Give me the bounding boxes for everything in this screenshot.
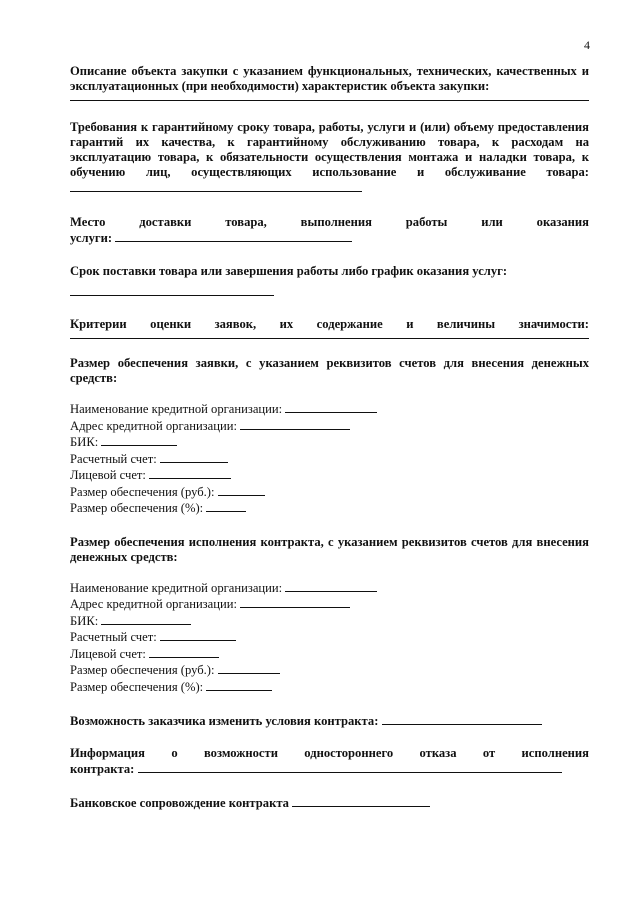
contract-bik-input[interactable] <box>101 613 191 625</box>
change-terms-line[interactable] <box>382 713 542 725</box>
contract-personal-input[interactable] <box>149 646 219 658</box>
refusal-line[interactable] <box>138 761 562 773</box>
contract-amount-rub-input[interactable] <box>218 662 280 674</box>
contract-settlement-row: Расчетный счет: <box>70 629 589 646</box>
bid-bank-address-input[interactable] <box>240 418 350 430</box>
bank-support-line[interactable] <box>292 795 430 807</box>
bid-bank-name-row: Наименование кредитной организации: <box>70 401 589 418</box>
delivery-place-line[interactable] <box>115 230 352 242</box>
delivery-place-label-a: Место доставки товара, выполнения работы или оказания <box>70 215 589 229</box>
contract-bank-name-input[interactable] <box>285 580 377 592</box>
bid-amount-pct-row: Размер обеспечения (%): <box>70 500 589 517</box>
contract-amount-rub-row: Размер обеспечения (руб.): <box>70 662 589 679</box>
contract-bik-row: БИК: <box>70 613 589 630</box>
bid-settlement-input[interactable] <box>160 451 228 463</box>
contract-amount-pct-row: Размер обеспечения (%): <box>70 679 589 696</box>
warranty-line[interactable] <box>70 180 362 192</box>
bid-amount-pct-input[interactable] <box>206 500 246 512</box>
warranty-label: Требования к гарантийному сроку товара, работы, услуги и (или) объему предоставления гарантий их качества, к гарантийному обслуживанию товара, к расходам на эксплуатацию товара, к обязательности осуществления монтажа и наладки товара, к обучению лиц, осуществляющих использование и обслуживание товара: <box>70 120 589 196</box>
bid-bik-row: БИК: <box>70 434 589 451</box>
bid-personal-row: Лицевой счет: <box>70 467 589 484</box>
contract-amount-pct-input[interactable] <box>206 679 272 691</box>
bid-personal-input[interactable] <box>149 467 231 479</box>
contract-bank-address-row: Адрес кредитной организации: <box>70 596 589 613</box>
bid-bik-input[interactable] <box>101 434 177 446</box>
document-body <box>70 64 589 811</box>
object-description-label: Описание объекта закупки с указанием функциональных, технических, качественных и эксплуатационных (при необходимости) характеристик объекта закупки: <box>70 64 589 93</box>
object-description-line[interactable] <box>70 100 589 101</box>
bid-settlement-row: Расчетный счет: <box>70 451 589 468</box>
criteria-label: Критерии оценки заявок, их содержание и величины значимости: <box>70 317 589 331</box>
contract-security-fields <box>70 580 589 696</box>
bid-bank-name-input[interactable] <box>285 401 377 413</box>
contract-security-label: Размер обеспечения исполнения контракта, с указанием реквизитов счетов для внесения денежных средств: <box>70 534 589 564</box>
bid-security-label: Размер обеспечения заявки, с указанием реквизитов счетов для внесения денежных средств: <box>70 356 589 385</box>
change-terms-label: Возможность заказчика изменить условия контракта: <box>70 713 589 729</box>
bid-security-fields <box>70 401 589 517</box>
delivery-time-label: Срок поставки товара или завершения работы либо график оказания услуг: <box>70 264 508 278</box>
bid-bank-address-row: Адрес кредитной организации: <box>70 418 589 435</box>
refusal-label: контракта: <box>70 761 589 777</box>
contract-bank-address-input[interactable] <box>240 596 350 608</box>
bid-amount-rub-input[interactable] <box>218 484 265 496</box>
refusal-label-a: Информация о возможности одностороннего отказа от исполнения <box>70 746 589 760</box>
page-number: 4 <box>584 38 590 52</box>
criteria-line[interactable] <box>70 338 589 339</box>
contract-personal-row: Лицевой счет: <box>70 646 589 663</box>
delivery-time-line[interactable] <box>70 284 274 296</box>
bank-support-label: Банковское сопровождение контракта <box>70 795 589 811</box>
contract-settlement-input[interactable] <box>160 629 236 641</box>
bid-amount-rub-row: Размер обеспечения (руб.): <box>70 484 589 501</box>
delivery-place-label: услуги: <box>70 230 589 246</box>
contract-bank-name-row: Наименование кредитной организации: <box>70 580 589 597</box>
